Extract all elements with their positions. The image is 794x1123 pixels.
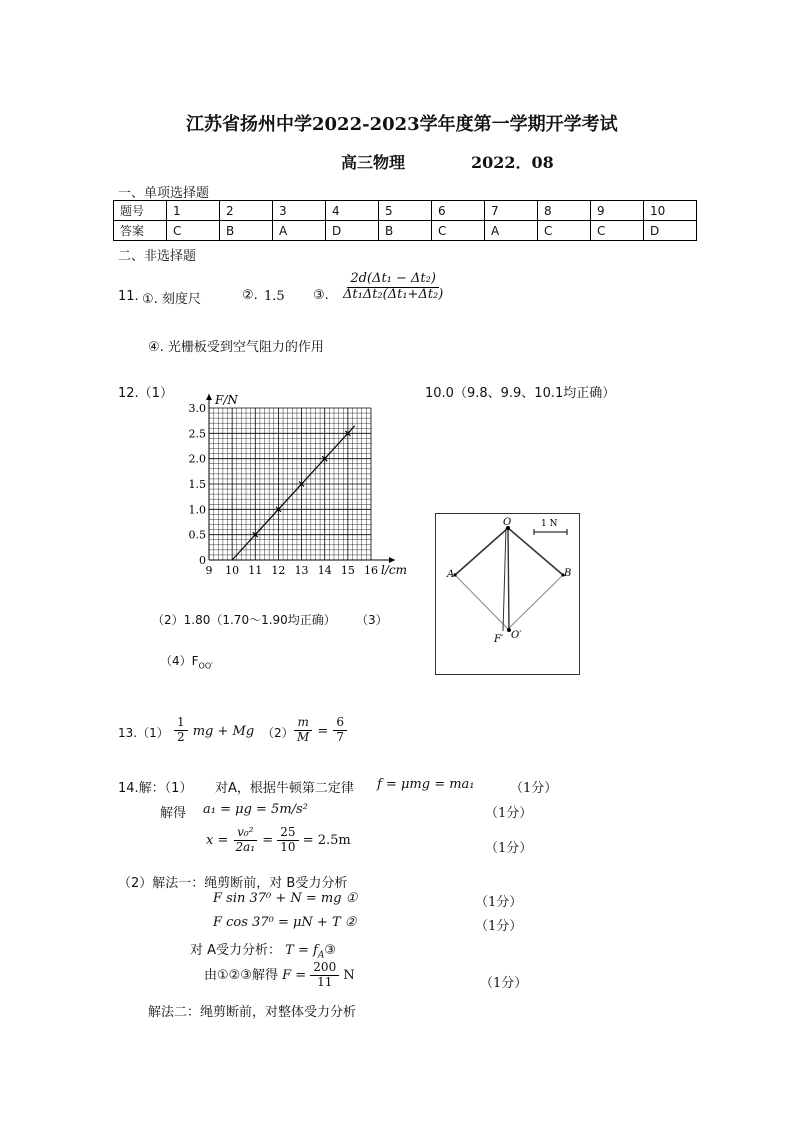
- page-title: 江苏省扬州中学2022-2023学年度第一学期开学考试: [186, 114, 618, 135]
- q14-l3-fraction-1: [233, 826, 259, 855]
- chart-y-label: F/N: [215, 393, 238, 407]
- q14-number: 14.解：（1）: [118, 781, 193, 796]
- q11-number: 11.: [118, 289, 139, 304]
- q14-l8-fraction: [310, 961, 339, 990]
- q13-fraction-m-over-M: [294, 716, 312, 745]
- table-cell-answer: C: [432, 221, 485, 241]
- table-cell-answer: A: [273, 221, 326, 241]
- label-o-prime: O′: [511, 630, 522, 641]
- q13-fraction-6: 6: [333, 716, 347, 731]
- y-tick-label: 2.5: [188, 427, 206, 441]
- q14-l7: [190, 939, 336, 961]
- q13-fraction-half: [174, 716, 188, 745]
- x-tick-label: 15: [340, 564, 355, 577]
- q14-l5-points: （1分）: [475, 895, 523, 910]
- table-cell-number: 5: [379, 201, 432, 221]
- q12-answer-2: （2）1.80（1.70～1.90均正确）: [152, 613, 336, 627]
- q14-l2-equation: a₁ = μg = 5m/s²: [203, 802, 308, 817]
- table-cell-answer: D: [326, 221, 379, 241]
- table-cell-number: 3: [273, 201, 326, 221]
- y-tick-label: 1.5: [188, 478, 206, 491]
- section-2-label: 二、非选择题: [118, 249, 197, 264]
- q12-answer-1: 10.0（9.8、9.9、10.1均正确）: [425, 386, 616, 401]
- table-header-question: 题号: [114, 201, 167, 221]
- force-oa: [455, 528, 508, 575]
- x-tick-label: 10: [225, 564, 240, 577]
- q14-l1-points: （1分）: [510, 781, 558, 796]
- force-oo-prime: [508, 528, 509, 631]
- q14-l3-f1-num: v₀²: [234, 826, 256, 841]
- q14-l7-equation: T = f: [285, 943, 318, 958]
- q14-l6-points: （1分）: [475, 919, 523, 934]
- q14-l8-num: 200: [310, 961, 339, 976]
- q13-formula-2: [294, 716, 347, 745]
- q12-number: 12.（1）: [118, 386, 173, 401]
- q14-l7-subscript: A: [317, 950, 325, 961]
- label-b: B: [564, 568, 572, 579]
- q14-l3-f2-num: 25: [277, 826, 298, 841]
- subject-title: 高三物理: [341, 153, 406, 172]
- q14-l3-prefix: x =: [206, 832, 229, 848]
- table-cell-answer: C: [538, 221, 591, 241]
- y-axis-arrow: [206, 394, 212, 400]
- q14-l9: 解法二：绳剪断前，对整体受力分析: [148, 1005, 357, 1020]
- q11-fraction: [340, 272, 446, 303]
- y-tick-label: 0.5: [188, 528, 206, 542]
- q14-l8-unit: N: [343, 967, 355, 983]
- f-l-chart: [180, 388, 415, 583]
- q14-l3-points: （1分）: [485, 841, 533, 856]
- q13-number: 13.（1）: [118, 726, 169, 740]
- q14-l4: （2）解法一：绳剪断前，对 B受力分析: [118, 876, 348, 891]
- q14-l7-end: ③: [324, 943, 336, 958]
- parallelogram-side-b: [508, 575, 563, 629]
- table-cell-number: 7: [485, 201, 538, 221]
- q14-l8: [204, 961, 355, 990]
- q14-l8-equation: F =: [282, 967, 307, 983]
- q14-l3-equation: [206, 826, 351, 855]
- q11-answer-4: ④. 光栅板受到空气阻力的作用: [148, 340, 324, 355]
- force-diagram: [435, 513, 580, 675]
- answer-table: [113, 200, 697, 241]
- q12-answer-4-prefix: （4）F: [160, 654, 199, 668]
- q14-l5: F sin 37⁰ + N = mg ①: [213, 891, 358, 906]
- answer-table-answer-row: [114, 221, 697, 241]
- q11-fraction-numerator: 2d(Δt₁ − Δt₂): [347, 272, 439, 288]
- label-a: A: [447, 569, 455, 580]
- chart-axes: [206, 394, 395, 563]
- q13-fraction-half-den: 2: [177, 729, 185, 744]
- table-header-answer: 答案: [114, 221, 167, 241]
- q14-l3-end: = 2.5m: [302, 832, 351, 848]
- force-ob: [508, 528, 563, 575]
- label-o: O: [503, 517, 512, 528]
- q13-equals: =: [317, 723, 329, 739]
- table-cell-number: 4: [326, 201, 379, 221]
- table-cell-number: 2: [220, 201, 273, 221]
- q14-l2-prefix: 解得: [160, 806, 187, 821]
- section-1-label: 一、单项选择题: [118, 186, 210, 201]
- y-tick-label: 2.0: [188, 452, 206, 466]
- q14-l6: F cos 37⁰ = μN + T ②: [213, 915, 357, 930]
- x-tick-label: 9: [205, 564, 213, 577]
- q12-answer-4: [160, 652, 213, 670]
- y-tick-label: 3.0: [188, 402, 206, 415]
- q14-l3-f1-den: 2a₁: [235, 839, 256, 854]
- label-scale: 1 N: [541, 519, 558, 529]
- table-cell-number: 10: [644, 201, 697, 221]
- x-tick-label: 12: [271, 564, 286, 577]
- q13-fraction-half-num: 1: [174, 716, 188, 731]
- q11-formula: [340, 272, 446, 303]
- chart-x-label: l/cm: [381, 563, 407, 577]
- q13-fraction-7: 7: [336, 729, 345, 744]
- q14-l1-text: 对A，根据牛顿第二定律: [215, 781, 354, 796]
- table-cell-answer: B: [220, 221, 273, 241]
- x-tick-label: 13: [294, 564, 309, 577]
- table-cell-number: 9: [591, 201, 644, 221]
- label-f-prime: F′: [494, 634, 504, 645]
- parallelogram-side-a: [455, 575, 508, 629]
- y-tick-label: 0: [199, 554, 206, 567]
- q14-l8-points: （1分）: [480, 976, 528, 991]
- q14-l8-prefix: 由①②③解得: [204, 967, 278, 983]
- q11-answer-3-label: ③.: [313, 288, 329, 303]
- q11-answer-1: ①. 刻度尺: [142, 292, 201, 307]
- q14-l2-points: （1分）: [485, 806, 533, 821]
- table-cell-answer: B: [379, 221, 432, 241]
- q14-l3-eq1: =: [262, 832, 274, 848]
- answer-table-number-row: [114, 201, 697, 221]
- q14-l8-den: 11: [317, 974, 333, 989]
- table-cell-number: 6: [432, 201, 485, 221]
- q14-l3-fraction-2: [277, 826, 298, 855]
- q11-answer-2-value: 1.5: [264, 289, 285, 304]
- x-tick-label: 11: [248, 564, 263, 577]
- q12-answer-4-subscript: OO′: [198, 661, 213, 671]
- q14-l7-prefix: 对 A受力分析：: [190, 943, 282, 958]
- q13-formula-1: [174, 716, 254, 745]
- q14-l1-equation: f = μmg = ma₁: [377, 777, 475, 792]
- chart-grid: [209, 408, 371, 560]
- q12-answer-3: （3）: [356, 613, 388, 627]
- x-tick-label: 16: [364, 564, 378, 577]
- table-cell-answer: C: [591, 221, 644, 241]
- q13-fraction-six-sevenths: [333, 716, 347, 745]
- q13-fraction-M: M: [297, 729, 310, 744]
- table-cell-answer: A: [485, 221, 538, 241]
- y-tick-label: 1.0: [188, 503, 206, 517]
- table-cell-number: 1: [167, 201, 220, 221]
- q11-fraction-denominator: Δt₁Δt₂(Δt₁+Δt₂): [343, 286, 444, 302]
- q11-answer-2-label: ②.: [242, 288, 258, 303]
- table-cell-answer: D: [644, 221, 697, 241]
- q13-part-2: （2）: [262, 726, 294, 740]
- x-tick-label: 14: [317, 564, 332, 577]
- q13-fraction-m: m: [294, 716, 311, 731]
- q14-l3-f2-den: 10: [280, 839, 296, 854]
- force-f-prime: [503, 528, 506, 631]
- exam-date: 2022．08: [471, 153, 554, 172]
- table-cell-answer: C: [167, 221, 220, 241]
- table-cell-number: 8: [538, 201, 591, 221]
- q13-formula-1-rest: mg + Mg: [192, 723, 255, 739]
